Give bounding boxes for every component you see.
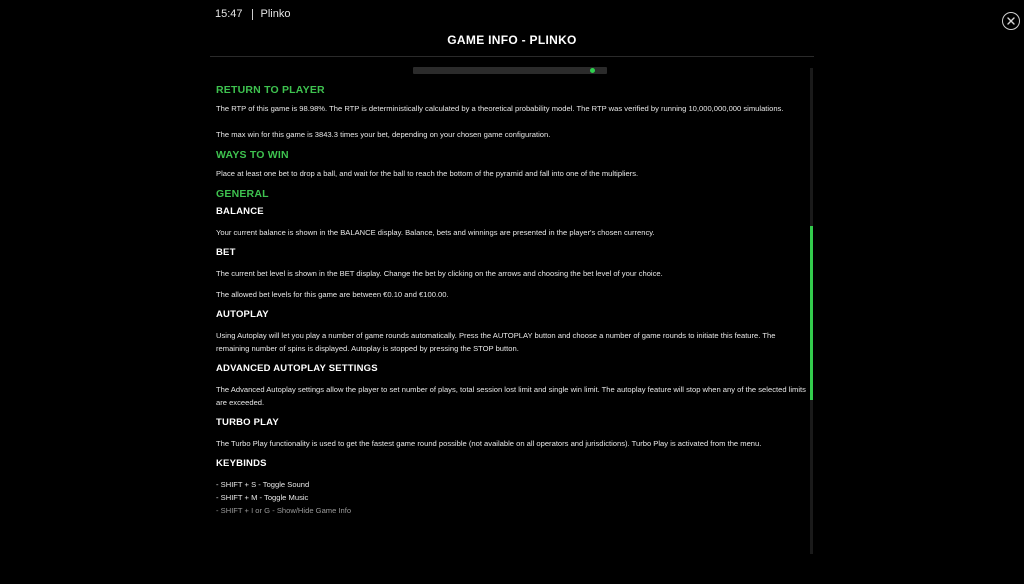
autoplay-text: Using Autoplay will let you play a number of game rounds automatically. Press the AUTOPLAY button and choose a number of game rounds to initiate this feature. The remaining number of spins is displayed. Autoplay is stopped by pressing the STOP button. [216,331,776,353]
keybind-item: - SHIFT + S - Toggle Sound [216,480,310,489]
game-preview-strip [413,67,607,74]
section-heading-ways: WAYS TO WIN [216,149,289,161]
ways-text: Place at least one bet to drop a ball, and wait for the ball to reach the bottom of the pyramid and fall into one of the multipliers. [216,169,639,178]
subheading-turbo: TURBO PLAY [216,417,279,428]
content-fade [215,540,807,560]
subheading-advanced-autoplay: ADVANCED AUTOPLAY SETTINGS [216,363,378,374]
section-heading-rtp: RETURN TO PLAYER [216,84,325,96]
close-icon [1007,17,1015,25]
divider [252,9,253,20]
close-button[interactable] [1002,12,1020,30]
section-heading-general: GENERAL [216,188,269,200]
subheading-autoplay: AUTOPLAY [216,309,269,320]
clock-time: 15:47 [215,8,243,20]
bet-levels-text: The allowed bet levels for this game are between €0.10 and €100.00. [216,290,449,299]
subheading-balance: BALANCE [216,206,264,217]
balance-text: Your current balance is shown in the BALANCE display. Balance, bets and winnings are presented in the player's chosen currency. [216,228,655,237]
turbo-text: The Turbo Play functionality is used to get the fastest game round possible (not available on all operators and jurisdictions). Turbo Play is activated from the menu. [216,439,762,448]
bet-text: The current bet level is shown in the BET display. Change the bet by clicking on the arrows and choosing the bet level of your choice. [216,269,663,278]
title-divider [210,56,814,57]
subheading-keybinds: KEYBINDS [216,458,267,469]
scrollbar-thumb[interactable] [810,226,813,400]
advanced-autoplay-text: The Advanced Autoplay settings allow the player to set number of plays, total session lost limit and single win limit. The autoplay feature will stop when any of the selected limits are exceeded. [216,385,806,407]
game-name: Plinko [260,8,291,20]
rtp-text: The RTP of this game is 98.98%. The RTP is deterministically calculated by a theoretical probability model. The RTP was verified by running 10,000,000,000 simulations. [216,104,784,113]
preview-dot [590,68,595,73]
subheading-bet: BET [216,247,236,258]
page-title: GAME INFO - PLINKO [447,33,577,47]
keybind-item: - SHIFT + I or G - Show/Hide Game Info [216,506,352,515]
keybind-item: - SHIFT + M - Toggle Music [216,493,309,502]
game-info-content[interactable] [215,80,807,560]
status-bar [215,8,291,20]
max-win-text: The max win for this game is 3843.3 times your bet, depending on your chosen game configuration. [216,130,551,139]
